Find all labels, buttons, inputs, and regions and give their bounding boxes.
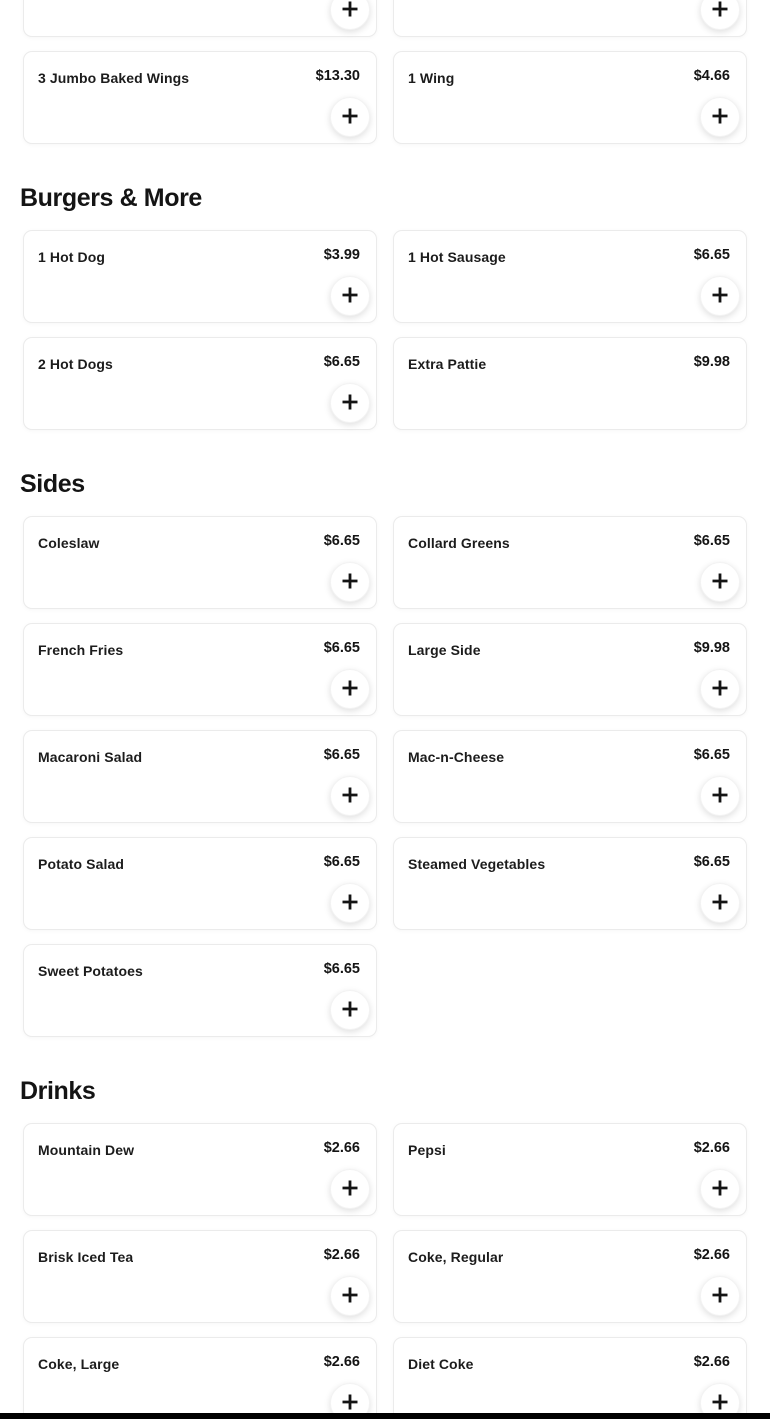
add-item-button[interactable] (700, 669, 740, 709)
plus-icon (340, 571, 360, 594)
bottom-edge-bar (0, 1413, 770, 1419)
plus-icon (710, 892, 730, 915)
menu-item-card[interactable] (23, 1123, 377, 1216)
menu-item-name: Sweet Potatoes (38, 963, 143, 979)
menu-item-header (38, 247, 360, 265)
menu-item-price: $2.66 (323, 1140, 360, 1156)
menu-item-name: Extra Pattie (408, 356, 487, 372)
add-item-button[interactable] (330, 990, 370, 1030)
plus-icon (710, 285, 730, 308)
plus-icon (710, 678, 730, 701)
menu-item-price: $2.66 (693, 1140, 730, 1156)
plus-icon (340, 106, 360, 129)
menu-item-name: Coke, Regular (408, 1249, 504, 1265)
plus-icon (340, 1392, 360, 1415)
menu-item-name: Mac-n-Cheese (408, 749, 505, 765)
section-title: Burgers & More (20, 184, 202, 212)
menu-item-price: $6.65 (323, 961, 360, 977)
add-item-button[interactable] (700, 1276, 740, 1316)
menu-item-price: $6.65 (693, 854, 730, 870)
add-item-button[interactable] (330, 1276, 370, 1316)
menu-item-card[interactable] (23, 230, 377, 323)
section-grid (23, 1123, 747, 1419)
menu-item-price: $6.65 (693, 533, 730, 549)
menu-item-price: $6.65 (323, 747, 360, 763)
menu-item-card[interactable] (393, 1230, 747, 1323)
menu-item-price: $6.65 (323, 354, 360, 370)
section-grid (23, 516, 747, 1037)
plus-icon (340, 1178, 360, 1201)
menu-item-header (38, 640, 360, 658)
menu-section (23, 0, 747, 144)
menu-item-name: Mountain Dew (38, 1142, 135, 1158)
menu-item-card[interactable] (23, 337, 377, 430)
plus-icon (710, 1285, 730, 1308)
menu-item-price: $2.66 (323, 1247, 360, 1263)
add-item-button[interactable] (700, 1169, 740, 1209)
menu-item-card[interactable] (393, 0, 747, 37)
menu-item-header (408, 1354, 730, 1372)
menu-item-card[interactable] (393, 230, 747, 323)
menu-item-card[interactable] (23, 51, 377, 144)
add-item-button[interactable] (330, 562, 370, 602)
menu-item-name: 1 Hot Sausage (408, 249, 506, 265)
menu-item-header (38, 1140, 360, 1158)
menu-item-header (38, 1354, 360, 1372)
plus-icon (710, 106, 730, 129)
menu-item-header (38, 747, 360, 765)
menu-item-name: Large Side (408, 642, 481, 658)
plus-icon (710, 0, 730, 22)
plus-icon (340, 999, 360, 1022)
menu-item-price: $6.65 (693, 747, 730, 763)
menu-item-card[interactable] (23, 730, 377, 823)
menu-item-name: Coleslaw (38, 535, 100, 551)
plus-icon (340, 785, 360, 808)
plus-icon (710, 785, 730, 808)
menu-item-price: $6.65 (323, 854, 360, 870)
menu-item-header (408, 354, 730, 372)
plus-icon (710, 571, 730, 594)
plus-icon (710, 1392, 730, 1415)
add-item-button[interactable] (700, 883, 740, 923)
menu-item-name: Potato Salad (38, 856, 124, 872)
add-item-button[interactable] (330, 669, 370, 709)
menu-item-name: 3 Jumbo Baked Wings (38, 70, 190, 86)
plus-icon (340, 285, 360, 308)
menu-item-header (408, 1140, 730, 1158)
add-item-button[interactable] (700, 276, 740, 316)
menu-item-price: $4.66 (693, 68, 730, 84)
add-item-button[interactable] (700, 97, 740, 137)
menu-item-price: $6.65 (693, 247, 730, 263)
menu-section (20, 1077, 747, 1419)
menu-item-name: Macaroni Salad (38, 749, 143, 765)
menu-item-header (38, 854, 360, 872)
menu-item-header (38, 68, 360, 86)
menu-item-header (408, 747, 730, 765)
menu-item-header (38, 961, 360, 979)
section-title: Drinks (20, 1077, 96, 1105)
menu-item-card[interactable] (23, 837, 377, 930)
add-item-button[interactable] (700, 562, 740, 602)
menu-item-card[interactable] (393, 837, 747, 930)
menu-item-price: $6.65 (323, 533, 360, 549)
add-item-button[interactable] (330, 276, 370, 316)
plus-icon (340, 678, 360, 701)
menu-item-price: $6.65 (323, 640, 360, 656)
menu-item-name: Collard Greens (408, 535, 510, 551)
menu-item-name: Brisk Iced Tea (38, 1249, 134, 1265)
menu-section (20, 470, 747, 1037)
add-item-button[interactable] (330, 883, 370, 923)
menu-item-name: 1 Hot Dog (38, 249, 106, 265)
menu-item-header (38, 533, 360, 551)
menu-item-header (408, 854, 730, 872)
menu-item-card[interactable] (23, 1230, 377, 1323)
section-title: Sides (20, 470, 85, 498)
menu-item-header (408, 640, 730, 658)
section-grid (23, 0, 747, 144)
plus-icon (340, 892, 360, 915)
menu-item-card[interactable] (23, 623, 377, 716)
menu-item-card[interactable] (23, 1337, 377, 1419)
menu-item-price: $2.66 (693, 1354, 730, 1370)
menu-item-header (408, 1247, 730, 1265)
menu-item-header (408, 68, 730, 86)
menu-item-card[interactable] (23, 516, 377, 609)
menu-item-card[interactable] (393, 1123, 747, 1216)
menu-item-price: $13.30 (315, 68, 360, 84)
menu-item-price: $2.66 (323, 1354, 360, 1370)
menu-item-card[interactable] (393, 730, 747, 823)
menu-item-card[interactable] (393, 51, 747, 144)
menu-item-header (408, 247, 730, 265)
menu-item-card[interactable] (23, 0, 377, 37)
menu-item-header (408, 533, 730, 551)
add-item-button[interactable] (330, 383, 370, 423)
add-item-button[interactable] (700, 776, 740, 816)
menu-item-name: 2 Hot Dogs (38, 356, 113, 372)
section-grid (23, 230, 747, 430)
menu-item-header (38, 354, 360, 372)
menu-item-name: Coke, Large (38, 1356, 120, 1372)
menu-item-price: $9.98 (693, 640, 730, 656)
add-item-button[interactable] (330, 1169, 370, 1209)
menu-item-card[interactable] (393, 1337, 747, 1419)
plus-icon (710, 1178, 730, 1201)
add-item-button[interactable] (330, 776, 370, 816)
menu-section (20, 184, 747, 430)
plus-icon (340, 0, 360, 22)
menu-item-header (38, 1247, 360, 1265)
menu-item-card[interactable] (393, 516, 747, 609)
menu-item-name: French Fries (38, 642, 124, 658)
add-item-button[interactable] (330, 97, 370, 137)
menu-item-card[interactable] (393, 623, 747, 716)
add-item-button[interactable] (700, 0, 740, 30)
menu-item-price: $3.99 (323, 247, 360, 263)
menu-item-card[interactable] (23, 944, 377, 1037)
menu-item-price: $2.66 (693, 1247, 730, 1263)
add-item-button[interactable] (330, 0, 370, 30)
menu-item-price: $9.98 (693, 354, 730, 370)
menu-item-name: Pepsi (408, 1142, 446, 1158)
menu-item-card[interactable] (393, 337, 747, 430)
plus-icon (340, 1285, 360, 1308)
plus-icon (340, 392, 360, 415)
menu-item-name: 1 Wing (408, 70, 455, 86)
menu-item-name: Steamed Vegetables (408, 856, 546, 872)
menu-item-name: Diet Coke (408, 1356, 474, 1372)
